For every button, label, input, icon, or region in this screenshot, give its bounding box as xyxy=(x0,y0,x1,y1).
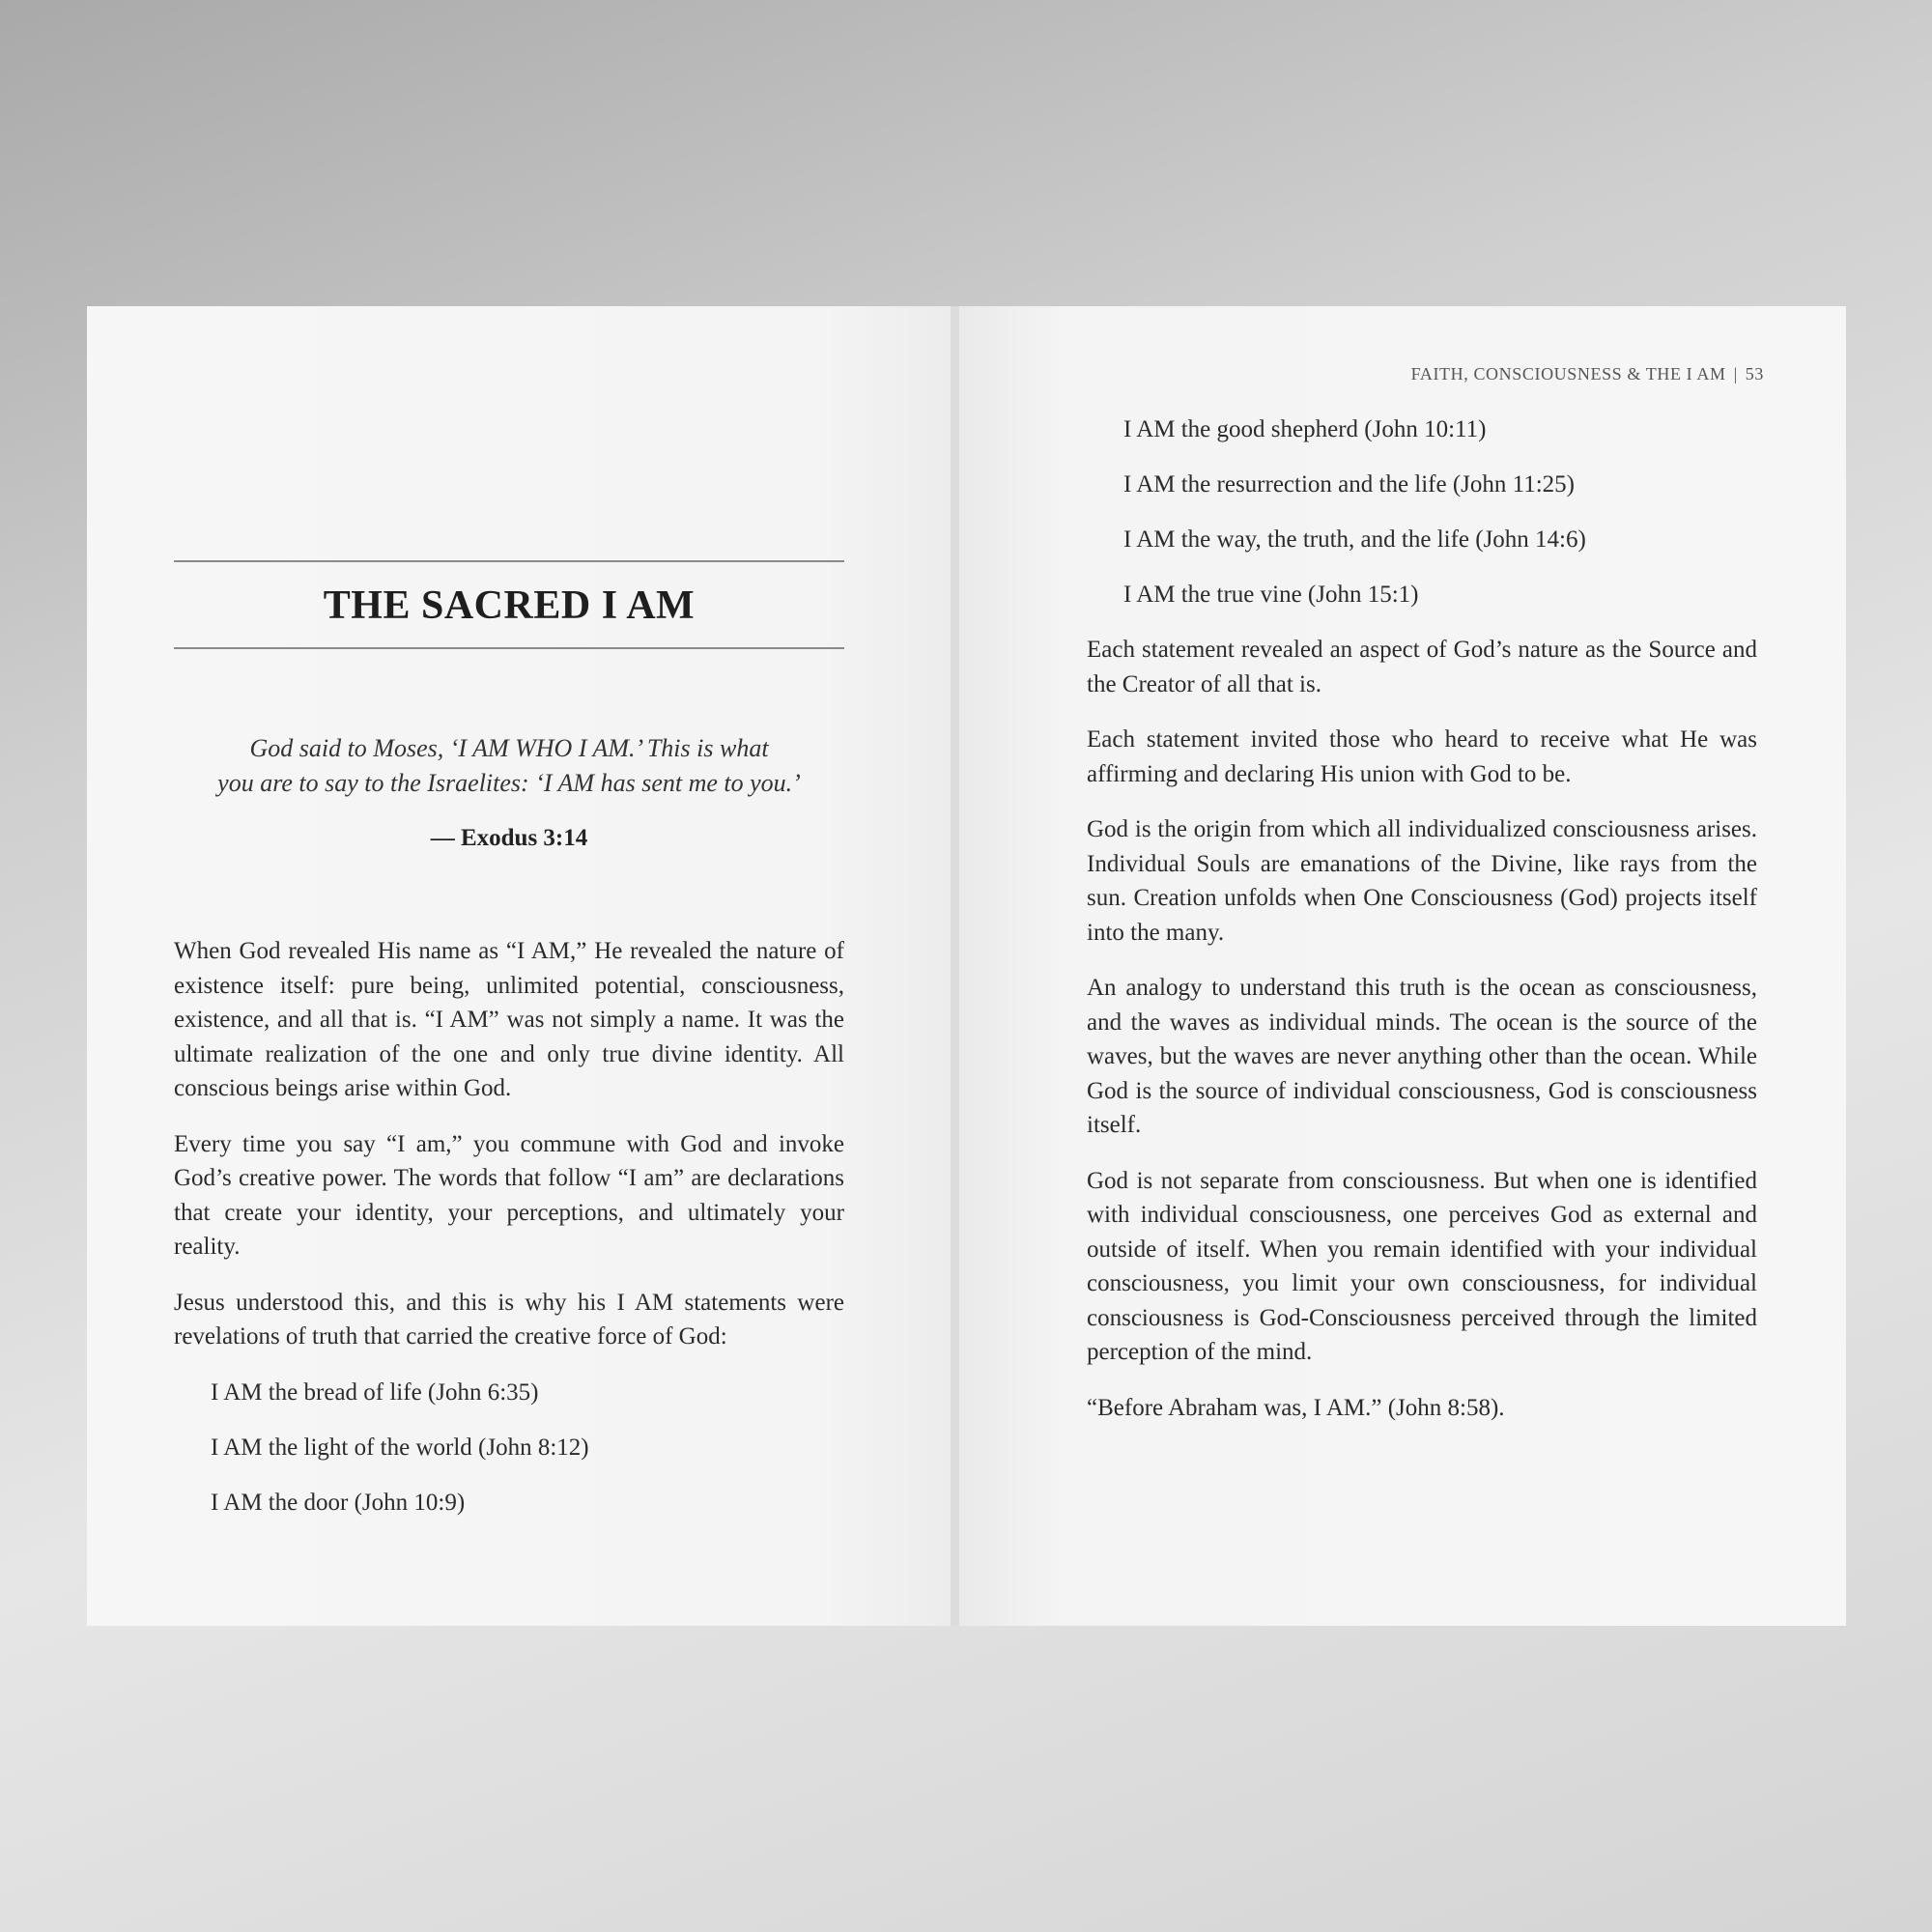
i-am-statement: I AM the good shepherd (John 10:11) xyxy=(1123,416,1487,442)
running-head xyxy=(1411,364,1764,384)
right-page xyxy=(959,306,1846,1626)
left-body-text xyxy=(174,934,844,1541)
i-am-statement: I AM the door (John 10:9) xyxy=(211,1489,466,1516)
page-number: 53 xyxy=(1745,364,1764,384)
chapter-heading xyxy=(174,560,844,649)
paragraph: Each statement revealed an aspect of God’s nature as the Source and the Creator of all that is. xyxy=(1087,637,1757,697)
running-head-title: FAITH, CONSCIOUSNESS & THE I AM xyxy=(1410,364,1726,384)
running-head-separator: | xyxy=(1733,364,1738,384)
paragraph: Every time you say “I am,” you commune with God and invoke God’s creative power. The words that follow “I am” are declarations that create your identity, your perceptions, and ultimately your reality. xyxy=(174,1130,844,1260)
i-am-statement: I AM the light of the world (John 8:12) xyxy=(211,1434,589,1461)
right-body-text xyxy=(1087,412,1757,1446)
paragraph: “Before Abraham was, I AM.” (John 8:58). xyxy=(1087,1394,1505,1421)
i-am-statement: I AM the way, the truth, and the life (John 14:6) xyxy=(1123,526,1586,553)
title-top-rule xyxy=(174,560,844,562)
paragraph: When God revealed His name as “I AM,” He revealed the nature of existence itself: pure being, unlimited potential, consciousness, existence, and all that is. “I AM” was not simply a name. It was the ultimate realization of the one and only true divine identity. All conscious beings arise within God. xyxy=(174,938,844,1101)
book-gutter xyxy=(951,306,959,1626)
paragraph: God is the origin from which all individualized consciousness arises. Individual Souls are emanations of the Divine, like rays from the sun. Creation unfolds when One Consciousness (God) projects itself into the many. xyxy=(1087,816,1757,946)
paragraph: God is not separate from consciousness. But when one is identified with individual consciousness, one perceives God as external and outside of itself. When you remain identified with your individual consciousness, you limit your own consciousness, for individual consciousness is God-Consciousness perceived through the limited perception of the mind. xyxy=(1087,1167,1757,1365)
i-am-statement: I AM the true vine (John 15:1) xyxy=(1123,582,1419,608)
paragraph: An analogy to understand this truth is the ocean as consciousness, and the waves as individual minds. The ocean is the source of the waves, but the waves are never anything other than the ocean. While God is the source of individual consciousness, God is consciousness itself. xyxy=(1087,975,1757,1138)
epigraph xyxy=(174,731,844,855)
title-bottom-rule xyxy=(174,647,844,649)
i-am-statement: I AM the bread of life (John 6:35) xyxy=(211,1378,539,1406)
left-page xyxy=(87,306,951,1626)
i-am-statement: I AM the resurrection and the life (John 11:25) xyxy=(1123,471,1576,497)
epigraph-source: — Exodus 3:14 xyxy=(430,825,588,851)
epigraph-line: you are to say to the Israelites: ‘I AM has sent me to you.’ xyxy=(217,769,801,797)
paragraph: Jesus understood this, and this is why his I AM statements were revelations of truth that carried the creative force of God: xyxy=(174,1289,844,1350)
paragraph: Each statement invited those who heard to receive what He was affirming and declaring His union with God to be. xyxy=(1087,726,1757,787)
epigraph-line: God said to Moses, ‘I AM WHO I AM.’ This is what xyxy=(249,734,769,762)
book-spread xyxy=(87,306,1846,1626)
chapter-title: THE SACRED I AM xyxy=(323,583,696,628)
